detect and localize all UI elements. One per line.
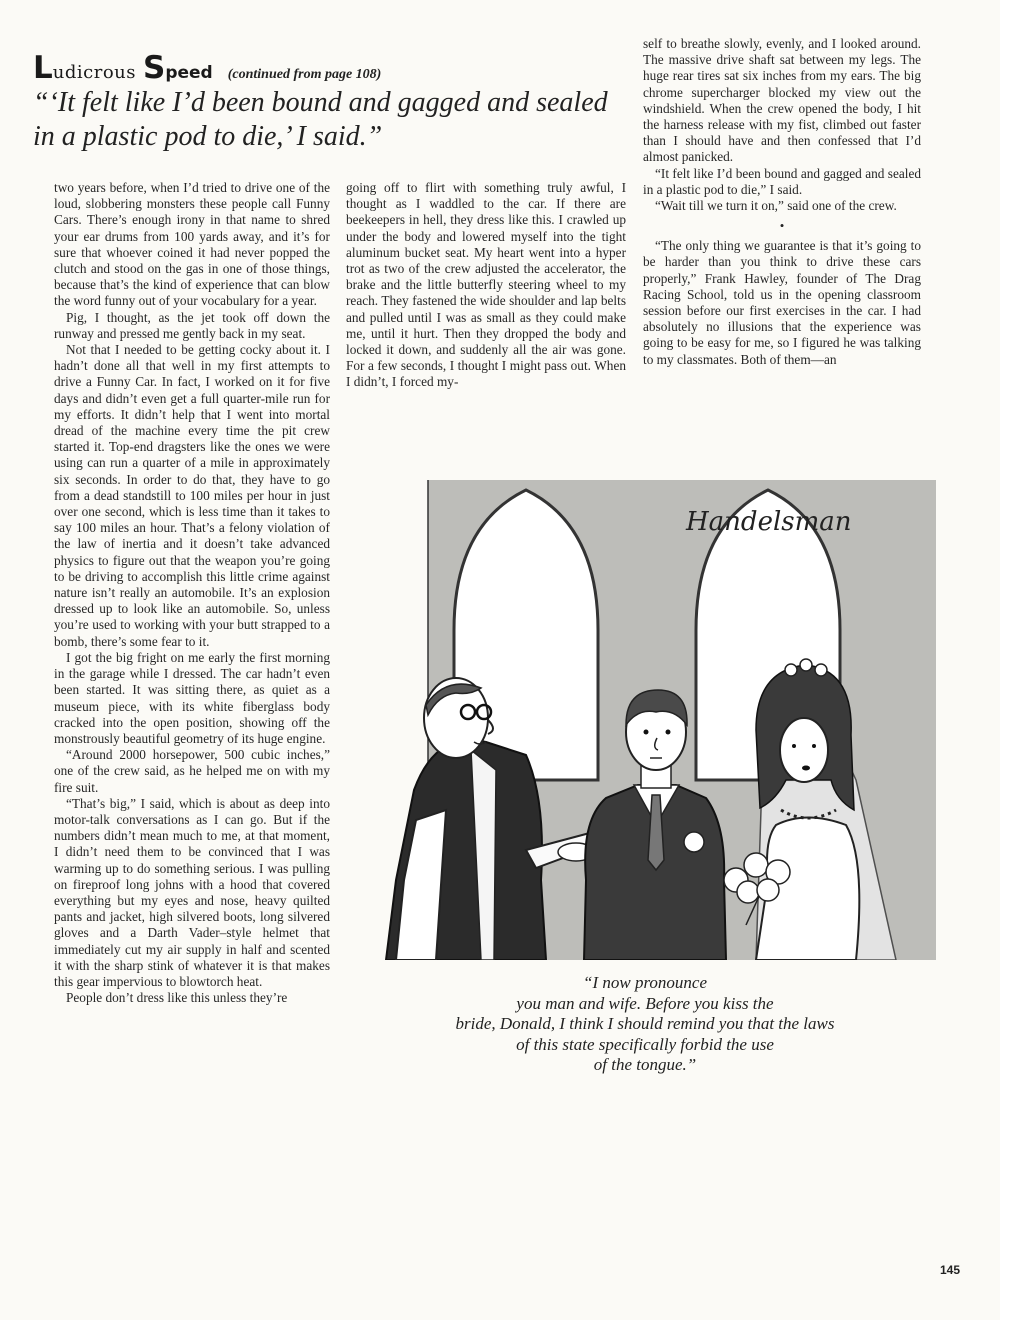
- paragraph: People don’t dress like this unless they’re: [66, 990, 288, 1006]
- caption-line: of the tongue.”: [593, 1055, 697, 1074]
- text-column-1: [54, 180, 330, 1006]
- paragraph: “The only thing we guarantee is that it’s going to be harder than you think to drive these cars properly,” Frank Hawley, founder of The Drag Racing School, told us in the opening classroom session before our first exercises in the car. I had absolutely no illusions that the experience was going to be easy for me, so I figured he was talking to my classmates. Both of them—an: [643, 238, 921, 367]
- logo-initial-s: S: [143, 50, 166, 86]
- caption-line: of this state specifically forbid the use: [516, 1034, 774, 1054]
- cartoon-caption: [410, 973, 880, 1076]
- paragraph: “That’s big,” I said, which is about as deep into motor-talk conversations as I can go. But if the numbers didn’t mean much to me, at that moment, I didn’t need them to be convinced that I was warming up to do something serious. I was pulling on fireproof long johns with a hood that covered everything but my eyes and nose, heavy quilted pants and jacket, high silvered boots, long silvered gloves and a Darth Vader–style helmet that immediately cut my air supply in half and scented it with the sharp stink of whatever it is that makes this gear impervious to blowtorch heat.: [54, 795, 330, 989]
- paragraph: going off to flirt with something truly awful, I thought as I waddled to the car. If there are beekeepers in hell, they dress like this. I crawled up under the body and lowered myself into the tight aluminum bucket seat. My heart went into a hyper trot as two of the crew adjusted the accelerator, the brake and the little butterfly steering wheel to my reach. They fastened the wide shoulder and lap belts and pulled until I was as small as they could make me, until it hurt. Then they dropped the body and locked it down, and suddenly all the air was gone. For a few seconds, I thought I might pass out. When I didn’t, I forced my-: [346, 180, 626, 390]
- paragraph: “Around 2000 horsepower, 500 cubic inches,” one of the crew said, as he helped me on with my fire suit.: [54, 747, 330, 795]
- logo-word-ludicrous: udicrous: [52, 62, 136, 83]
- wedding-cartoon: [376, 480, 936, 960]
- caption-line: bride, Donald, I think I should remind you that the laws: [455, 1014, 835, 1033]
- page-number: 145: [940, 1263, 961, 1277]
- article-header: [33, 50, 381, 84]
- cartoonist-signature: Handelsman: [686, 507, 852, 537]
- text-column-2: [346, 180, 626, 391]
- paragraph: I got the big fright on me early the first morning in the garage while I dressed. The car hadn’t even been started. It was sitting there, as quiet as a museum piece, with its white fiberglass body cracked into the open position, showing off the monstrously beautiful geometry of its huge engine.: [54, 649, 330, 746]
- paragraph: two years before, when I’d tried to drive one of the loud, slobbering monsters these people call Funny Cars. There’s enough irony in that name to shred your ear drums from 100 yards away, and it’s for sure that whoever coined it had never popped the clutch and stood on the gas in one of those things, because that’s the kind of experience that can blow the word funny out of your vocabulary for a year.: [54, 180, 330, 309]
- logo-initial-l: L: [33, 50, 53, 86]
- paragraph: Not that I needed to be getting cocky about it. I hadn’t done all that well in my first attempts to drive a Funny Car. In fact, I worked on it for five days and didn’t even get a full quarter-mile run for my efforts. It didn’t help that I went into mortal dread of the machine every time the pit crew started it. Top-end dragsters like the ones we were using can run a quarter of a mile in approximately six seconds. In order to do that, they have to go from a dead standstill to 100 miles per hour in just over one second, which is less time than it takes to say 100 miles an hour. That’s a felony violation of the law of inertia and it doesn’t take advanced physics to figure out that the weapon you’re going to be driving to accomplish this little crime against nature isn’t really an automobile. It’s an explosion dressed up to look like an automobile. So, unless you’re used to working with your butt strapped to a bomb, there’s some fear to it.: [54, 342, 330, 649]
- paragraph: Pig, I thought, as the jet took off down the runway and pressed me gently back in my seat.: [54, 309, 330, 341]
- page-edge: [1000, 0, 1020, 1320]
- pull-quote: “‘It felt like I’d been bound and gagged and sealed in a plastic pod to die,’ I said.”: [33, 87, 608, 152]
- section-break-bullet: •: [779, 218, 785, 234]
- logo-word-speed: peed: [165, 63, 213, 83]
- text-column-3: [643, 36, 921, 368]
- paragraph: self to breathe slowly, evenly, and I looked around. The massive drive shaft sat between my legs. The huge rear tires sat six inches from my ears. The big chrome supercharger blocked my view out the windshield. When the crew opened the body, I hit the harness release with my fist, climbed out faster than I should have and then confessed that I’d almost panicked.: [643, 36, 921, 165]
- continued-from-note: (continued from page 108): [227, 67, 382, 82]
- paragraph: “It felt like I’d been bound and gagged and sealed in a plastic pod to die,” I said.: [643, 165, 921, 197]
- caption-line: you man and wife. Before you kiss the: [516, 993, 774, 1013]
- caption-line: “I now pronounce: [582, 973, 708, 992]
- paragraph: “Wait till we turn it on,” said one of the crew.: [655, 198, 897, 214]
- boutonniere-icon: [684, 832, 704, 852]
